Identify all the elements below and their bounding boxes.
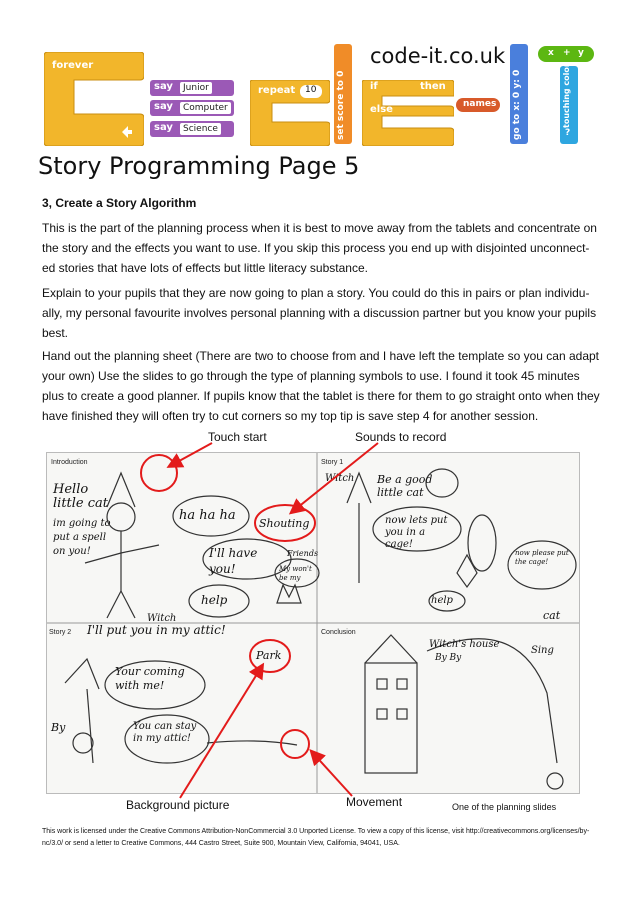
hw-help-story1: help bbox=[431, 595, 453, 606]
hw-have-you: I'll have you! bbox=[209, 546, 258, 576]
hw-coming: Your coming with me! bbox=[115, 665, 185, 692]
say-computer-block: say Computer bbox=[150, 100, 234, 116]
hw-park: Park bbox=[256, 649, 282, 662]
hw-cage: now lets put you in a cage! bbox=[385, 515, 448, 550]
repeat-label: repeat bbox=[258, 85, 296, 96]
hw-witch-story1: Witch bbox=[325, 473, 355, 484]
say-junior-block: say Junior bbox=[150, 80, 234, 96]
site-name: code-it.co.uk bbox=[370, 44, 506, 68]
panel-conclusion: Conclusion bbox=[321, 629, 356, 636]
goto-block: go to x: 0 y: 0 bbox=[510, 44, 528, 144]
hw-spell: im going to put a spell on you! bbox=[53, 518, 111, 557]
hw-witch-house: Witch's house bbox=[429, 639, 500, 650]
license-footer: This work is licensed under the Creative Commons Attribution-NonCommercial 3.0 Unported License. To view a copy of this license, visit http://creativecommons.org/licenses/by-nc/3.0/ or send a letter to Creative Commons, 444 Castro Street, Suite 900, Mountain View, California, 94041, USA. bbox=[42, 828, 590, 847]
hw-my-wont: My won't be my bbox=[279, 565, 312, 582]
forever-label: forever bbox=[52, 60, 94, 71]
paragraph-2: Explain to your pupils that they are now going to plan a story. You could do this in pairs or plan individu-ally, my personal favourite involves personal planning with a discussion partner but you know your pupils best. bbox=[42, 286, 597, 340]
page-title: Story Programming Page 5 bbox=[38, 152, 360, 180]
add-operator: x + y bbox=[538, 46, 594, 62]
say-science-block: say Science bbox=[150, 121, 234, 137]
else-label: else bbox=[370, 104, 393, 115]
hw-hello-cat: Hello little cat bbox=[53, 482, 109, 511]
hw-friends: Friends bbox=[287, 549, 319, 558]
set-score-block: set score to 0 bbox=[334, 44, 352, 144]
panel-introduction: Introduction bbox=[51, 459, 88, 466]
callout-background-picture: Background picture bbox=[126, 798, 230, 812]
hw-sing: Sing bbox=[531, 645, 554, 656]
then-label: then bbox=[420, 81, 446, 92]
if-label: if bbox=[370, 81, 378, 92]
touching-color-block: touching color ? bbox=[560, 66, 578, 144]
panel-story-1: Story 1 bbox=[321, 459, 344, 466]
panel-story-2: Story 2 bbox=[49, 629, 72, 636]
hw-by: By bbox=[51, 721, 66, 734]
hw-help-intro: help bbox=[201, 593, 228, 607]
callout-touch-start: Touch start bbox=[208, 430, 267, 444]
callout-movement: Movement bbox=[346, 795, 403, 809]
hw-please: now please put the cage! bbox=[515, 549, 569, 566]
hw-be-good: Be a good little cat bbox=[377, 473, 433, 499]
callout-sounds-to-record: Sounds to record bbox=[355, 430, 447, 444]
hw-attic: I'll put you in my attic! bbox=[87, 623, 226, 637]
paragraph-3: Hand out the planning sheet (There are two to choose from and I have left the template so you can adapt your own) Use the slides to go through the type of planning symbols to use. I found it took 45 minutes plus to create a good planner. If pupils know that the tablet is there for them to go straight onto when they have finished they will often try to cut corners so my top tip is save step 4 for another session. bbox=[42, 349, 600, 423]
section-heading: 3, Create a Story Algorithm bbox=[42, 196, 197, 210]
paragraph-1: This is the part of the planning process when it is best to move away from the tablets and concentrate on the story and the effects you want to use. If you skip this process you end up with disjointed unconnect-ed stories that have lots of effects but little literacy substance. bbox=[42, 221, 597, 275]
hw-witch-story2: Witch bbox=[147, 613, 177, 624]
repeat-count: 10 bbox=[305, 85, 317, 95]
hw-cat: cat bbox=[543, 609, 561, 622]
figure-caption: One of the planning slides bbox=[452, 802, 557, 812]
names-reporter: names bbox=[456, 98, 500, 112]
hw-shouting: Shouting bbox=[259, 517, 310, 530]
hw-stay: You can stay in my attic! bbox=[133, 721, 197, 744]
hw-ha-ha: ha ha ha bbox=[179, 508, 236, 523]
hw-by-by: By By bbox=[435, 653, 462, 663]
